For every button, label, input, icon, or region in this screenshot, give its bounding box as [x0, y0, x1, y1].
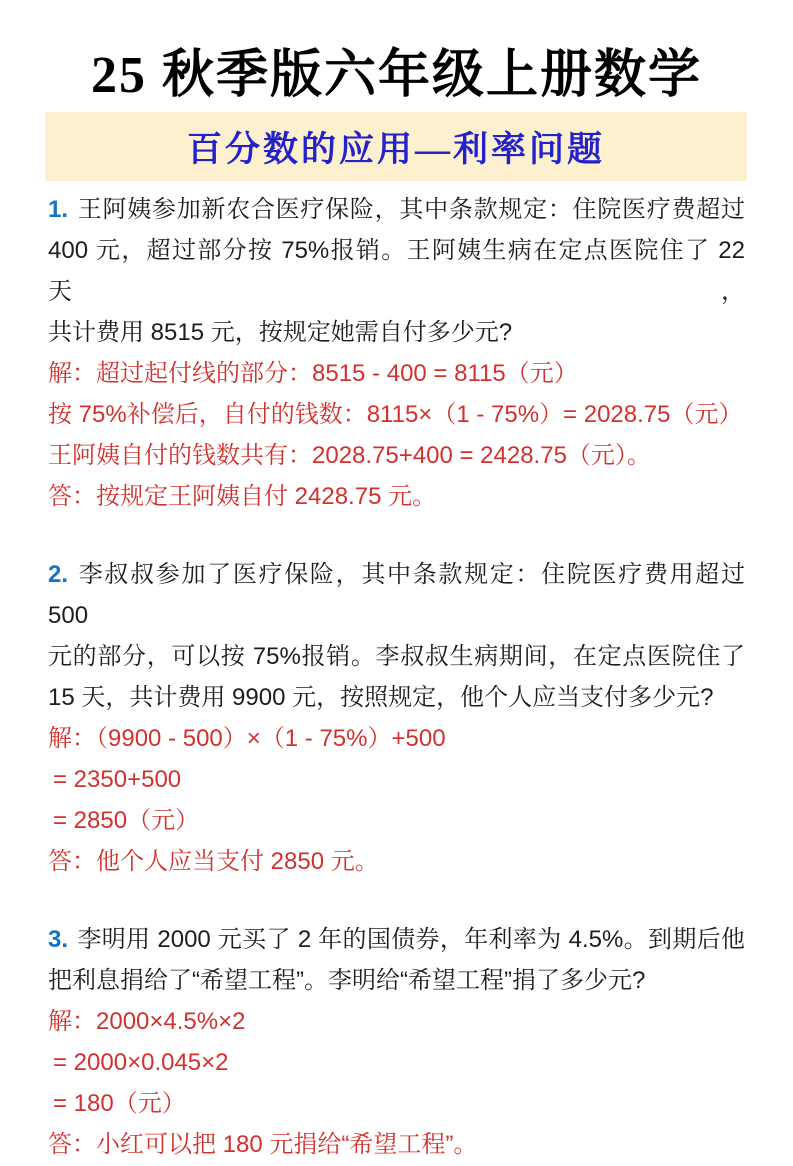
problem-number: 3. — [48, 926, 69, 953]
problem-question — [48, 554, 745, 718]
solution-line: 解：超过起付线的部分：8515 - 400 = 8115（元） — [48, 360, 578, 387]
question-line: 15 天，共计费用 9900 元，按照规定，他个人应当支付多少元? — [48, 684, 714, 711]
page-title: 25 秋季版六年级上册数学 — [90, 47, 702, 104]
solution-line: = 2350+500 — [53, 766, 182, 793]
solution-line: 王阿姨自付的钱数共有：2028.75+400 = 2428.75（元）。 — [48, 442, 651, 469]
problem-number: 2. — [48, 561, 69, 588]
solution-line: = 2000×0.045×2 — [53, 1049, 229, 1076]
solution-line: 解：2000×4.5%×2 — [48, 1008, 246, 1035]
question-line: 1. 王阿姨参加新农合医疗保险，其中条款规定：住院医疗费超过 — [48, 196, 745, 223]
solution-line: = 2850（元） — [53, 807, 200, 834]
problems-list — [48, 189, 745, 1165]
subtitle-text: 百分数的应用—利率问题 — [186, 129, 605, 169]
question-line: 3. 李明用 2000 元买了 2 年的国债券，年利率为 4.5%。到期后他 — [48, 926, 745, 953]
question-line: 把利息捐给了“希望工程”。李明给“希望工程”捐了多少元? — [48, 967, 646, 994]
solution-line: 答：小红可以把 180 元捐给“希望工程”。 — [48, 1131, 478, 1158]
solution-line: 答：他个人应当支付 2850 元。 — [48, 848, 379, 875]
solution-line: = 180（元） — [53, 1090, 186, 1117]
problem-solution — [48, 718, 745, 882]
problem-question — [48, 919, 745, 1001]
problem-solution — [48, 1001, 745, 1165]
question-line: 元的部分，可以按 75%报销。李叔叔生病期间，在定点医院住了 — [48, 643, 745, 670]
question-line: 400 元，超过部分按 75%报销。王阿姨生病在定点医院住了 22 天， — [48, 237, 745, 305]
question-line: 共计费用 8515 元，按规定她需自付多少元? — [48, 319, 513, 346]
problem — [48, 919, 745, 1165]
solution-line: 解：（9900 - 500）×（1 - 75%）+500 — [48, 725, 446, 752]
problem-number: 1. — [48, 196, 69, 223]
solution-line: 答：按规定王阿姨自付 2428.75 元。 — [48, 483, 437, 510]
question-line: 2. 李叔叔参加了医疗保险，其中条款规定：住院医疗费用超过 500 — [48, 561, 745, 629]
problem-solution — [48, 353, 745, 517]
subtitle-banner — [45, 112, 747, 181]
worksheet-page — [0, 44, 793, 1166]
solution-line: 按 75%补偿后，自付的钱数：8115×（1 - 75%）= 2028.75（元） — [48, 401, 743, 428]
problem — [48, 554, 745, 882]
problem-question — [48, 189, 745, 353]
problem — [48, 189, 745, 517]
